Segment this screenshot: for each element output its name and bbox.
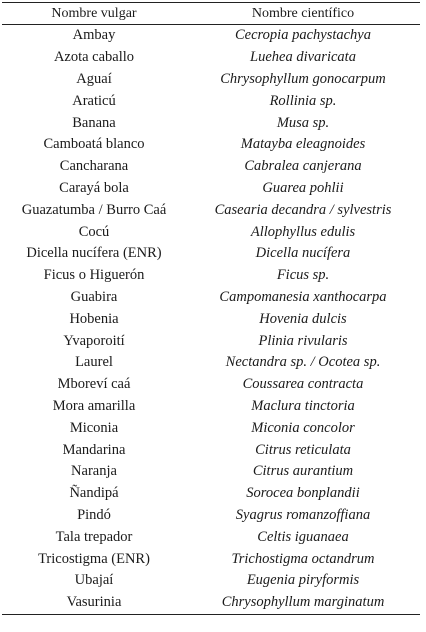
scientific-name-cell: Rollinia sp. bbox=[269, 92, 337, 109]
table-row bbox=[2, 461, 420, 483]
scientific-name-cell: Cecropia pachystachya bbox=[235, 27, 371, 44]
common-name-cell: Mboreví caá bbox=[57, 376, 131, 393]
table-row bbox=[2, 308, 420, 330]
scientific-name-cell: Celtis iguanaea bbox=[257, 528, 349, 545]
scientific-name-cell: Matayba eleagnoides bbox=[240, 136, 366, 153]
table-row bbox=[2, 417, 420, 439]
table-row bbox=[2, 47, 420, 69]
common-name-cell: Ambay bbox=[72, 27, 116, 44]
scientific-name-cell: Plinia rivularis bbox=[258, 332, 348, 349]
table-row bbox=[2, 156, 420, 178]
scientific-name-cell: Trichostigma octandrum bbox=[231, 550, 375, 567]
scientific-name-cell: Chrysophyllum marginatum bbox=[186, 592, 420, 614]
header-scientific-name: Nombre científico bbox=[186, 3, 420, 25]
table-body bbox=[2, 25, 420, 615]
common-name-cell: Guabira bbox=[70, 288, 118, 305]
common-name-cell: Cancharana bbox=[59, 158, 129, 175]
common-name-cell: Dicella nucífera (ENR) bbox=[26, 245, 162, 262]
table-row bbox=[2, 178, 420, 200]
scientific-name-cell: Maclura tinctoria bbox=[251, 397, 355, 414]
table-row bbox=[2, 526, 420, 548]
scientific-name-cell: Guarea pohlii bbox=[262, 179, 344, 196]
table-row bbox=[2, 396, 420, 418]
scientific-name-cell: Citrus reticulata bbox=[255, 441, 351, 458]
common-name-cell: Guazatumba / Burro Caá bbox=[21, 201, 167, 218]
table-row bbox=[2, 330, 420, 352]
table-row bbox=[2, 199, 420, 221]
table-row bbox=[2, 374, 420, 396]
table-row bbox=[2, 505, 420, 527]
table-row bbox=[2, 548, 420, 570]
header-common-name: Nombre vulgar bbox=[2, 3, 186, 25]
scientific-name-cell: Cabralea canjerana bbox=[244, 158, 362, 175]
table-row bbox=[2, 352, 420, 374]
scientific-name-cell: Casearia decandra / sylvestris bbox=[214, 201, 392, 218]
common-name-cell: Tricostigma (ENR) bbox=[38, 550, 150, 567]
common-name-cell: Ficus o Higuerón bbox=[43, 267, 145, 284]
table-row bbox=[2, 134, 420, 156]
scientific-name-cell: Campomanesia xanthocarpa bbox=[219, 288, 387, 305]
scientific-name-cell: Miconia concolor bbox=[251, 419, 355, 436]
common-name-cell: Cocú bbox=[78, 223, 110, 240]
table-row bbox=[2, 243, 420, 265]
common-name-cell: Araticú bbox=[72, 92, 116, 109]
common-name-cell: Azota caballo bbox=[53, 49, 135, 66]
header-row bbox=[2, 3, 420, 25]
table-row bbox=[2, 265, 420, 287]
common-name-cell: Hobenia bbox=[69, 310, 119, 327]
scientific-name-cell: Citrus aurantium bbox=[252, 463, 354, 480]
scientific-name-cell: Hovenia dulcis bbox=[259, 310, 347, 327]
common-name-cell: Camboatá blanco bbox=[43, 136, 145, 153]
table-row bbox=[2, 112, 420, 134]
table-row bbox=[2, 570, 420, 592]
common-name-cell: Mandarina bbox=[62, 441, 126, 458]
scientific-name-cell: Nectandra sp. / Ocotea sp. bbox=[225, 354, 381, 371]
table-row bbox=[2, 221, 420, 243]
table-row bbox=[2, 90, 420, 112]
common-name-cell: Aguaí bbox=[76, 70, 112, 87]
scientific-name-cell: Sorocea bonplandii bbox=[246, 485, 360, 502]
scientific-name-cell: Dicella nucífera bbox=[255, 245, 351, 262]
common-name-cell: Ñandipá bbox=[69, 485, 119, 502]
common-name-cell: Naranja bbox=[71, 463, 117, 480]
table-row bbox=[2, 483, 420, 505]
scientific-name-cell: Coussarea contracta bbox=[242, 376, 364, 393]
species-table bbox=[2, 2, 420, 615]
scientific-name-cell: Luehea divaricata bbox=[250, 49, 356, 66]
common-name-cell: Yvaporoití bbox=[63, 332, 125, 349]
common-name-cell: Vasurinia bbox=[2, 592, 186, 614]
table-header bbox=[2, 3, 420, 25]
scientific-name-cell: Allophyllus edulis bbox=[250, 223, 356, 240]
scientific-name-cell: Musa sp. bbox=[276, 114, 330, 131]
species-table-container bbox=[2, 2, 420, 615]
common-name-cell: Tala trepador bbox=[55, 528, 133, 545]
common-name-cell: Laurel bbox=[75, 354, 113, 371]
table-row bbox=[2, 69, 420, 91]
scientific-name-cell: Syagrus romanzoffiana bbox=[235, 506, 371, 523]
scientific-name-cell: Chrysophyllum gonocarpum bbox=[220, 70, 386, 87]
scientific-name-cell: Eugenia piryformis bbox=[246, 572, 360, 589]
common-name-cell: Pindó bbox=[77, 506, 111, 523]
table-row bbox=[2, 439, 420, 461]
table-row bbox=[2, 25, 420, 47]
common-name-cell: Mora amarilla bbox=[52, 397, 136, 414]
table-row bbox=[2, 592, 420, 614]
common-name-cell: Carayá bola bbox=[59, 179, 129, 196]
table-row bbox=[2, 287, 420, 309]
scientific-name-cell: Ficus sp. bbox=[276, 267, 330, 284]
common-name-cell: Ubajaí bbox=[74, 572, 114, 589]
common-name-cell: Banana bbox=[72, 114, 116, 131]
common-name-cell: Miconia bbox=[69, 419, 119, 436]
